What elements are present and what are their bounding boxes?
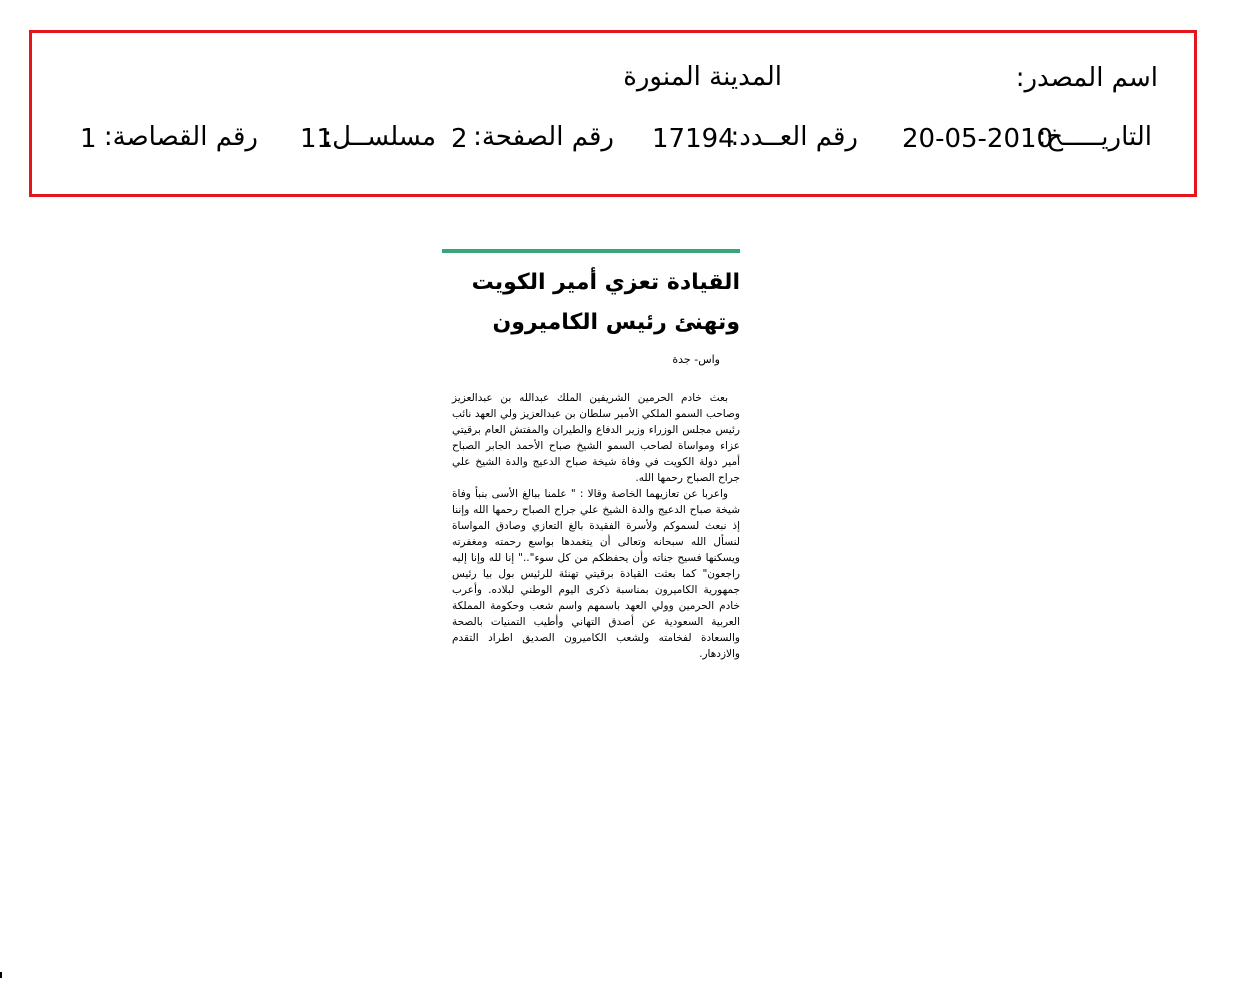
serial-label: مسلســل: [323, 122, 436, 152]
date-label: التاريـــــخ: [1037, 122, 1152, 152]
source-value: المدينة المنورة [623, 62, 782, 92]
paragraph-1: بعث خادم الحرمين الشريفين الملك عبدالله بن عبدالعزيز وصاحب السمو الملكي الأمير سلطان بن عبدالعزيز ولي العهد نائب رئيس مجلس الوزراء وزير الدفاع والطيران والمفتش العام برقيتي عزاء ومواساة لصاحب السمو الشيخ صباح الأحمد الجابر الصباح أمير دولة الكويت في وفاة شيخة صباح الدعيج والدة الشيخ علي جراح الصباح رحمها الله. [452, 392, 740, 484]
paragraph-2: واعربا عن تعازيهما الخاصة وقالا : " علمنا ببالغ الأسى بنبأ وفاة شيخة صباح الدعيج والدة الشيخ علي جراح الصباح رحمها الله وإننا إذ نبعث لسموكم ولأسرة الفقيدة بالغ التعازي وصادق المواساة لنسأل الله سبحانه وتعالى أن يتغمدها بواسع رحمته ومغفرته ويسكنها فسيح جناته وأن يحفظكم من كل سوء".." إنا لله وإنا إليه راجعون" كما بعثت القيادة برقيتي تهنئة للرئيس بول بيا رئيس جمهورية الكاميرون بمناسبة ذكرى اليوم الوطني لبلاده. وأعرب خادم الحرمين وولي العهد باسمهم واسم شعب وحكومة المملكة العربية السعودية عن أصدق التهاني وأطيب التمنيات بالصحة والسعادة لفخامته ولشعب الكاميرون الصديق اطراد التقدم والازدهار. [452, 488, 740, 660]
clip-value: 1 [80, 124, 97, 154]
issue-value: 17194 [652, 124, 735, 154]
page-label: رقم الصفحة: [473, 122, 614, 152]
scan-mark [0, 972, 2, 978]
serial-value: 11 [300, 124, 334, 154]
issue-label: رقم العــدد: [730, 122, 858, 152]
clipping-header-box [29, 30, 1197, 197]
clip-label: رقم القصاصة: [103, 122, 258, 152]
date-value: 20-05-2010 [902, 124, 1054, 154]
headline-line-2: وتهنئ رئيس الكاميرون [492, 310, 740, 335]
byline: واس- جدة [672, 353, 720, 366]
article-body [452, 390, 740, 662]
page-value: 2 [451, 124, 468, 154]
source-label: اسم المصدر: [1015, 63, 1158, 93]
header-rule [442, 249, 740, 253]
headline-line-1: القيادة تعزي أمير الكويت [471, 270, 740, 295]
